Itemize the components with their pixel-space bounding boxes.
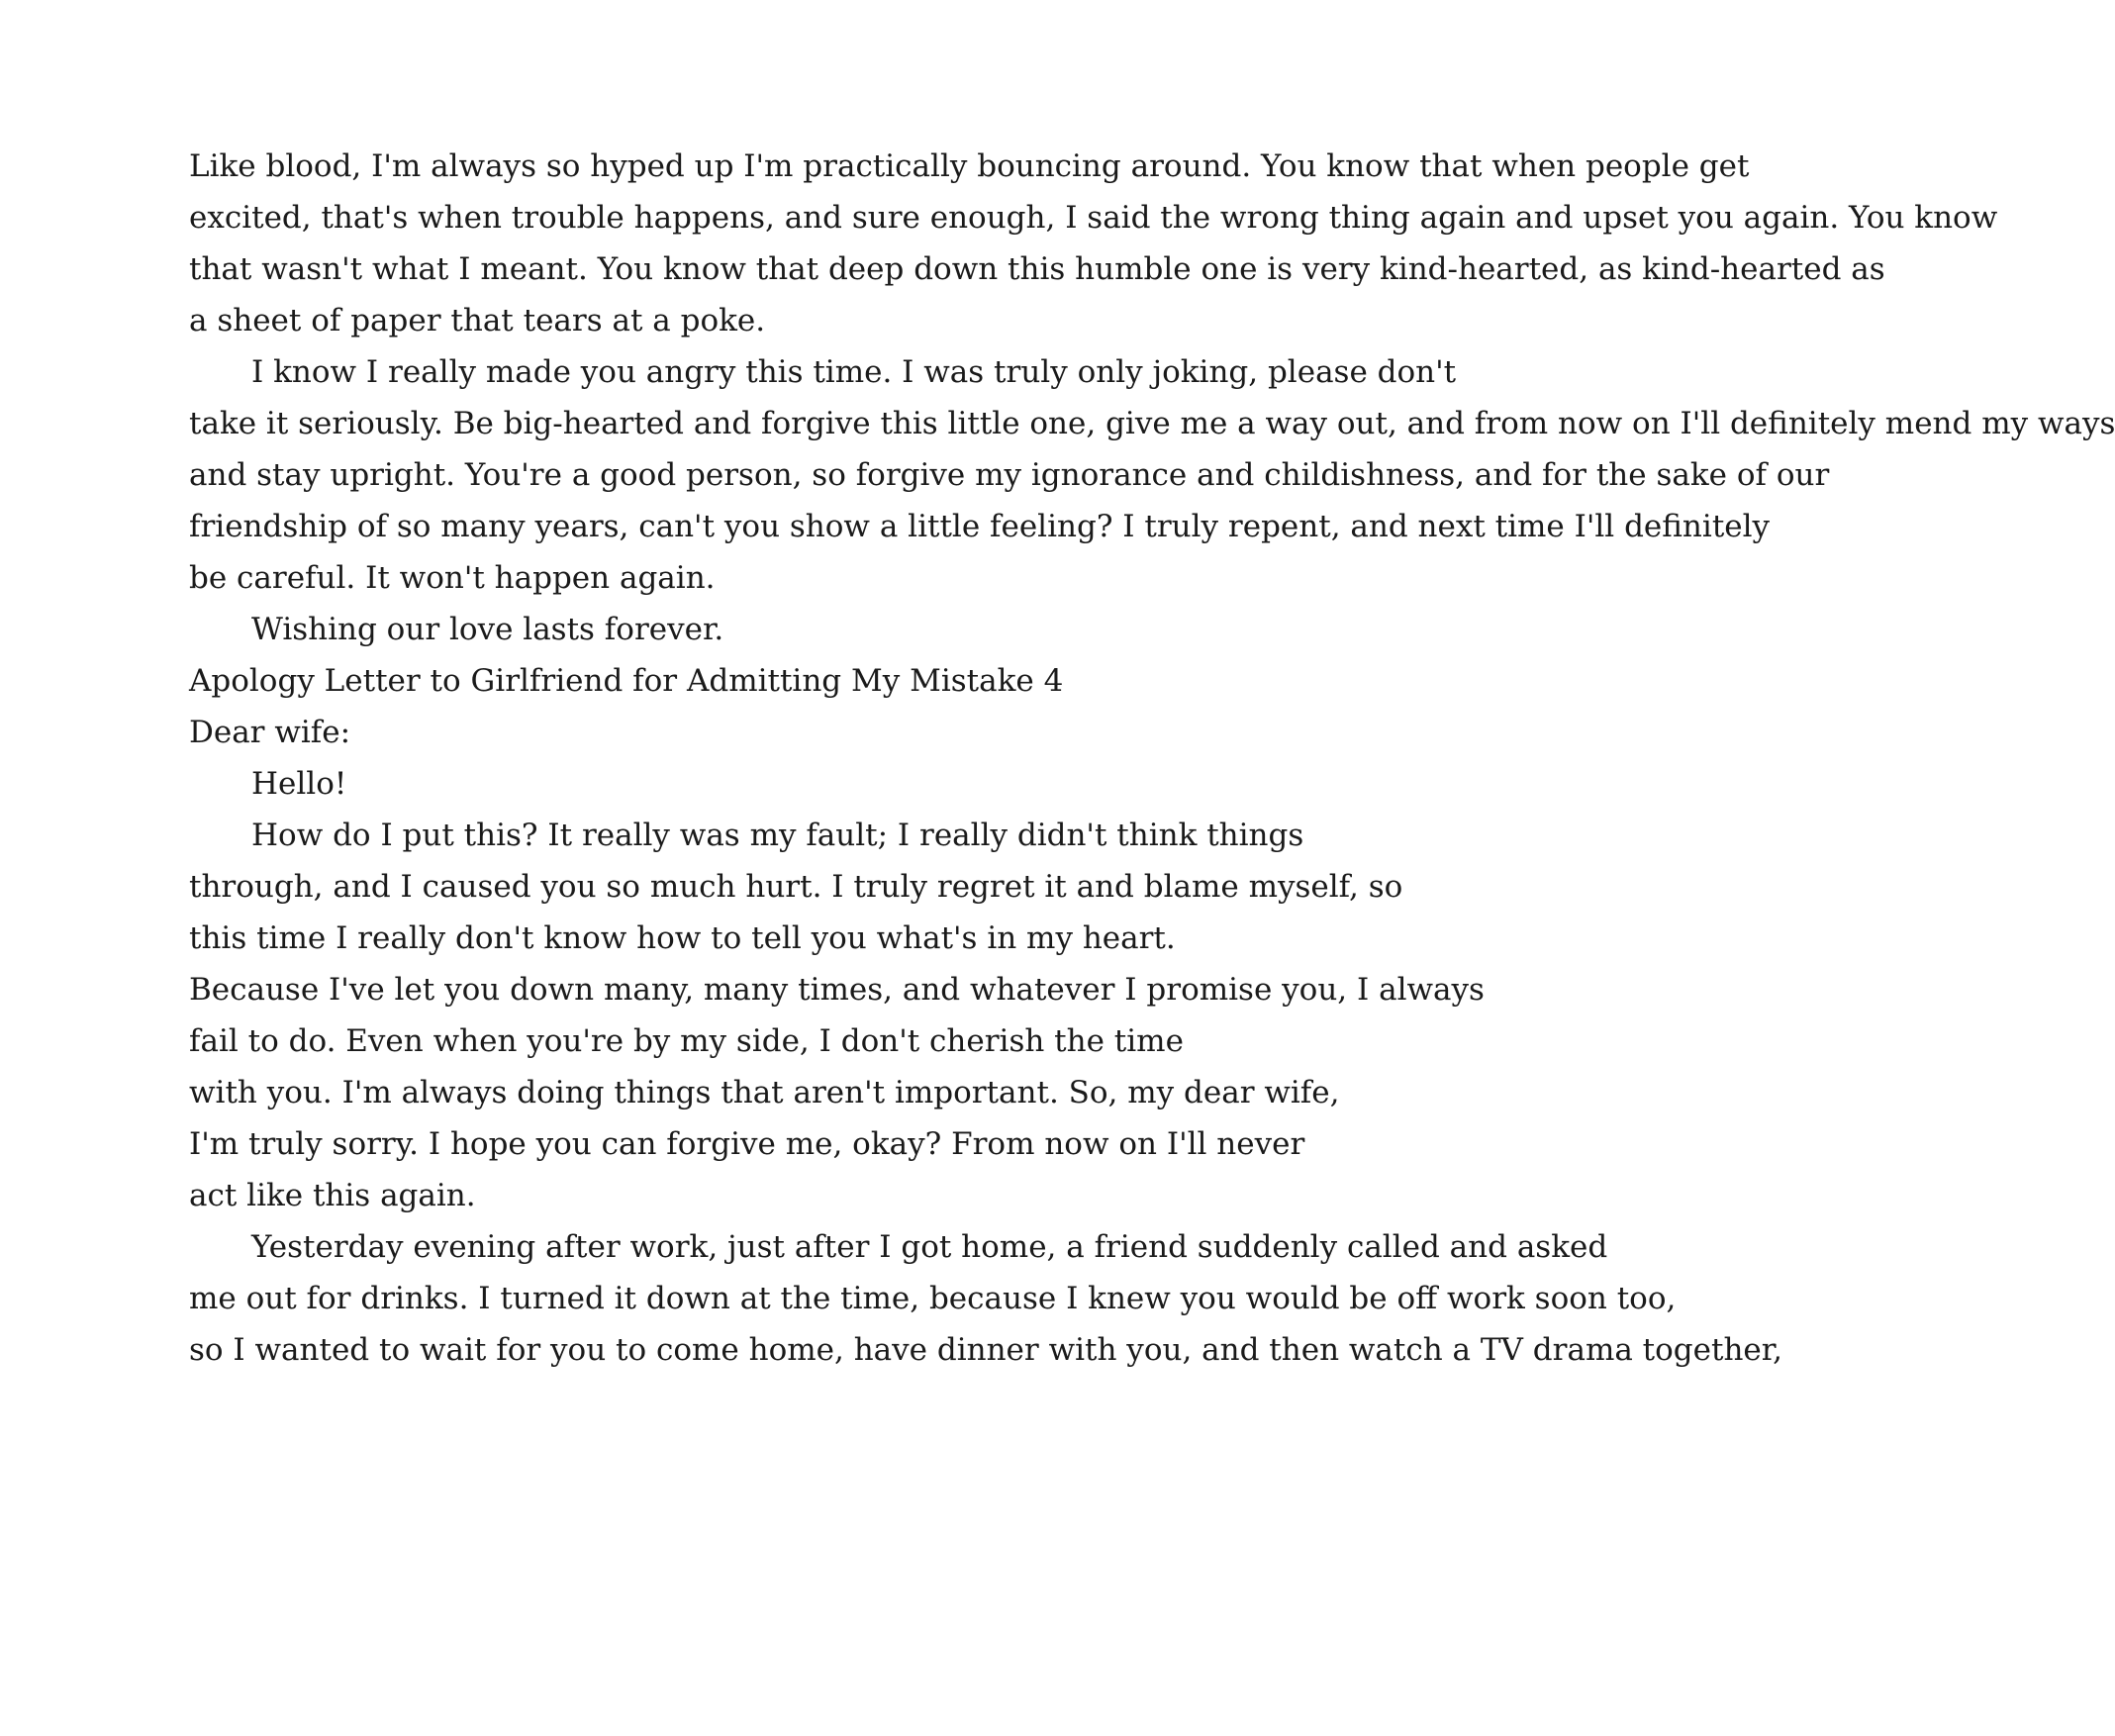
text-line [0, 756, 1228, 812]
paragraph-text: fail to do. Even when you're by my side, I don't cherish the time [189, 1023, 1184, 1059]
paragraph-text: this time I really don't know how to tell you what's in my heart. [189, 920, 1176, 956]
paragraph-text: with you. I'm always doing things that aren't important. So, my dear wife, [189, 1075, 1340, 1110]
paragraph-text: me out for drinks. I turned it down at the time, because I knew you would be off work soon too, [189, 1281, 1677, 1316]
text-line [0, 962, 1485, 1017]
paragraph-text: Like blood, I'm always so hyped up I'm practically bouncing around. You know that when people get [189, 148, 1750, 184]
text-line [0, 1271, 1677, 1326]
paragraph-text: Wishing our love lasts forever. [251, 612, 724, 647]
text-line [0, 859, 1403, 915]
paragraph-text: I know I really made you angry this time. I was truly only joking, please don't [251, 354, 1457, 390]
text-line [0, 447, 1830, 503]
text-line [0, 1065, 1340, 1120]
text-line [0, 1322, 1783, 1378]
text-line [0, 705, 1228, 760]
paragraph-text: I'm truly sorry. I hope you can forgive me, okay? From now on I'll never [189, 1126, 1305, 1162]
section-heading: Apology Letter to Girlfriend for Admitting My Mistake 4 [189, 663, 1064, 699]
greeting: Hello! [251, 766, 347, 802]
paragraph-text: and stay upright. You're a good person, so forgive my ignorance and childishness, and for the sake of our [189, 457, 1830, 493]
text-line [0, 653, 1228, 709]
paragraph-text: a sheet of paper that tears at a poke. [189, 303, 766, 338]
paragraph-text: How do I put this? It really was my fault; I really didn't think things [251, 818, 1304, 853]
paragraph-text: that wasn't what I meant. You know that deep down this humble one is very kind-hearted, as kind-hearted as [189, 251, 1885, 287]
paragraph-text: excited, that's when trouble happens, and sure enough, I said the wrong thing again and upset you again. You know [189, 200, 1998, 236]
text-line [0, 911, 1228, 966]
paragraph-text: take it seriously. Be big-hearted and forgive this little one, give me a way out, and from now on I'll definitely mend my ways [189, 406, 2115, 441]
text-line [0, 396, 2115, 451]
text-line [0, 1219, 1608, 1275]
paragraph-text: so I wanted to wait for you to come home, have dinner with you, and then watch a TV drama together, [189, 1332, 1783, 1368]
text-line [0, 344, 1457, 400]
paragraph-text: friendship of so many years, can't you show a little feeling? I truly repent, and next time I'll definitely [189, 509, 1771, 544]
paragraph-text: Yesterday evening after work, just after I got home, a friend suddenly called and asked [251, 1229, 1608, 1265]
text-line [0, 550, 1228, 606]
paragraph-text: act like this again. [189, 1178, 476, 1213]
paragraph-text: Because I've let you down many, many times, and whatever I promise you, I always [189, 972, 1485, 1008]
text-line [0, 808, 1304, 863]
salutation: Dear wife: [189, 715, 351, 750]
paragraph-text: through, and I caused you so much hurt. I truly regret it and blame myself, so [189, 869, 1403, 905]
text-line [0, 139, 1750, 194]
text-line [0, 1116, 1305, 1172]
text-line [0, 499, 1771, 554]
text-line [0, 190, 1998, 245]
text-line [0, 241, 1885, 297]
paragraph-text: be careful. It won't happen again. [189, 560, 716, 596]
text-line [0, 1168, 1228, 1223]
text-line [0, 1013, 1228, 1069]
text-line [0, 293, 1228, 348]
text-line [0, 602, 1228, 657]
